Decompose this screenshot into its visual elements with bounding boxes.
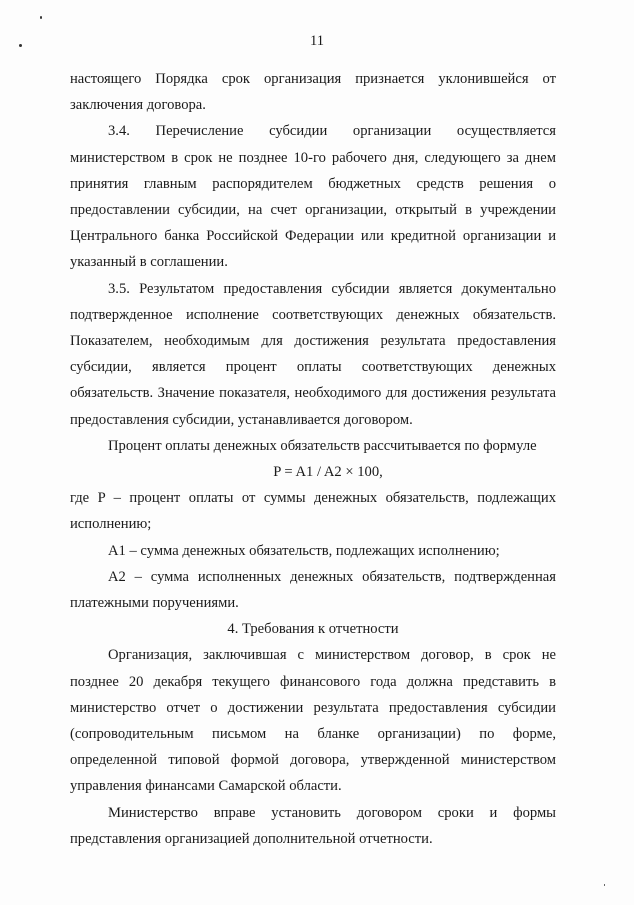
page-number: 11 <box>310 33 324 49</box>
scan-speck <box>40 16 42 19</box>
formula: P = A1 / A2 × 100, <box>273 464 383 481</box>
scan-speck <box>604 884 605 886</box>
formula-legend-a1: A1 – сумма денежных обязательств, подлежащих исполнению; <box>108 542 500 559</box>
formula-legend-p: где P – процент оплаты от суммы денежных обязательств, подлежащих исполнению; <box>70 490 556 533</box>
formula-intro: Процент оплаты денежных обязательств рассчитывается по формуле <box>108 437 537 454</box>
paragraph-additional-reporting: Министерство вправе установить договором сроки и формы представления организацией дополнительной отчетности. <box>70 804 556 847</box>
section-heading-4: 4. Требования к отчетности <box>227 621 399 638</box>
paragraph-continuation: настоящего Порядка срок организация признается уклонившейся от заключения договора. <box>70 71 556 114</box>
formula-legend-a2: A2 – сумма исполненных денежных обязательств, подтвержденная платежными поручениями. <box>70 568 556 612</box>
document-body <box>70 66 556 852</box>
paragraph-reporting: Организация, заключившая с министерством договор, в срок не позднее 20 декабря текущего финансового года должна представить в министерство отчет о достижении результата предоставления субсидии (сопроводительным письмом на бланке организации) по форме, определенной типовой формой договора, утвержденной министерством управления финансами Самарской области. <box>70 647 556 795</box>
paragraph-3-5: 3.5. Результатом предоставления субсидии является документально подтвержденное исполнение соответствующих денежных обязательств. Показателем, необходимым для достижения результата предоставления субсидии, является процент оплаты соответствующих денежных обязательств. Значение показателя, необходимого для достижения результата предоставления субсидии, устанавливается договором. <box>70 280 556 428</box>
paragraph-3-4: 3.4. Перечисление субсидии организации осуществляется министерством в срок не позднее 10-го рабочего дня, следующего за днем принятия главным распорядителем бюджетных средств решения о предоставлении субсидии, на счет организации, открытый в учреждении Центрального банка Российской Федерации или кредитной организации и указанный в соглашении. <box>70 123 556 271</box>
